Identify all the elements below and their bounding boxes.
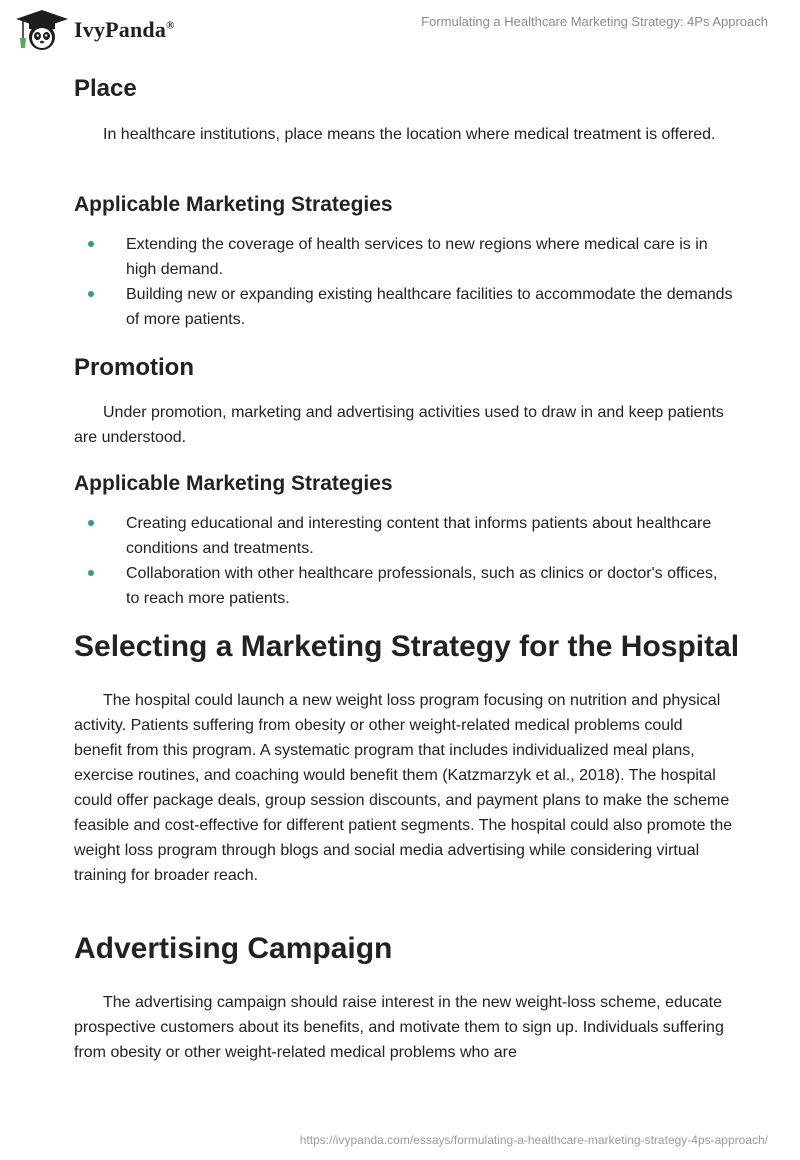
bullet-icon [88, 570, 94, 576]
source-url[interactable]: https://ivypanda.com/essays/formulating-a-healthcare-marketing-strategy-4ps-approach/ [299, 1133, 768, 1147]
section-heading-promotion: Promotion [74, 354, 194, 381]
section-heading-place: Place [74, 75, 137, 102]
advertising-paragraph: The advertising campaign should raise interest in the new weight-loss scheme, educate prospective customers about its benefits, and motivate them to sign up. Individuals suffering from obesity or other weight-related medical problems who are [74, 994, 724, 1061]
subheading-place-strategies: Applicable Marketing Strategies [74, 193, 393, 216]
page-header [0, 0, 800, 60]
list-item: Extending the coverage of health services to new regions where medical care is in high demand. [74, 232, 734, 282]
selecting-strategy-paragraph: The hospital could launch a new weight loss program focusing on nutrition and physical activity. Patients suffering from obesity or other weight-related medical problems could benefit from this program. A systematic program that includes individualized meal plans, exercise routines, and coaching would benefit them (Katzmarzyk et al., 2018). The hospital could offer package deals, group session discounts, and payment plans to make the scheme feasible and cost-effective for different patient segments. The hospital could also promote the weight loss program through blogs and social media advertising while considering virtual training for broader reach. [74, 692, 733, 884]
list-item: Building new or expanding existing healthcare facilities to accommodate the demands of more patients. [74, 282, 734, 332]
place-strategies-list [74, 232, 734, 332]
section-heading-advertising-campaign: Advertising Campaign [74, 932, 393, 965]
subheading-promotion-strategies: Applicable Marketing Strategies [74, 472, 393, 495]
place-paragraph: In healthcare institutions, place means the location where medical treatment is offered. [103, 126, 716, 143]
bullet-icon [88, 291, 94, 297]
logo-wordmark: IvyPanda® [74, 17, 175, 42]
list-item: Creating educational and interesting content that informs patients about healthcare conditions and treatments. [74, 511, 734, 561]
bullet-icon [88, 241, 94, 247]
panda-graduate-icon [14, 8, 70, 52]
promotion-strategies-list [74, 511, 734, 611]
bullet-icon [88, 520, 94, 526]
promotion-paragraph: Under promotion, marketing and advertising activities used to draw in and keep patients are understood. [74, 404, 724, 446]
ivypanda-logo[interactable] [14, 8, 175, 52]
document-title: Formulating a Healthcare Marketing Strategy: 4Ps Approach [421, 14, 768, 29]
list-item: Collaboration with other healthcare professionals, such as clinics or doctor's offices, to reach more patients. [74, 561, 734, 611]
section-heading-selecting-strategy: Selecting a Marketing Strategy for the Hospital [74, 630, 740, 663]
